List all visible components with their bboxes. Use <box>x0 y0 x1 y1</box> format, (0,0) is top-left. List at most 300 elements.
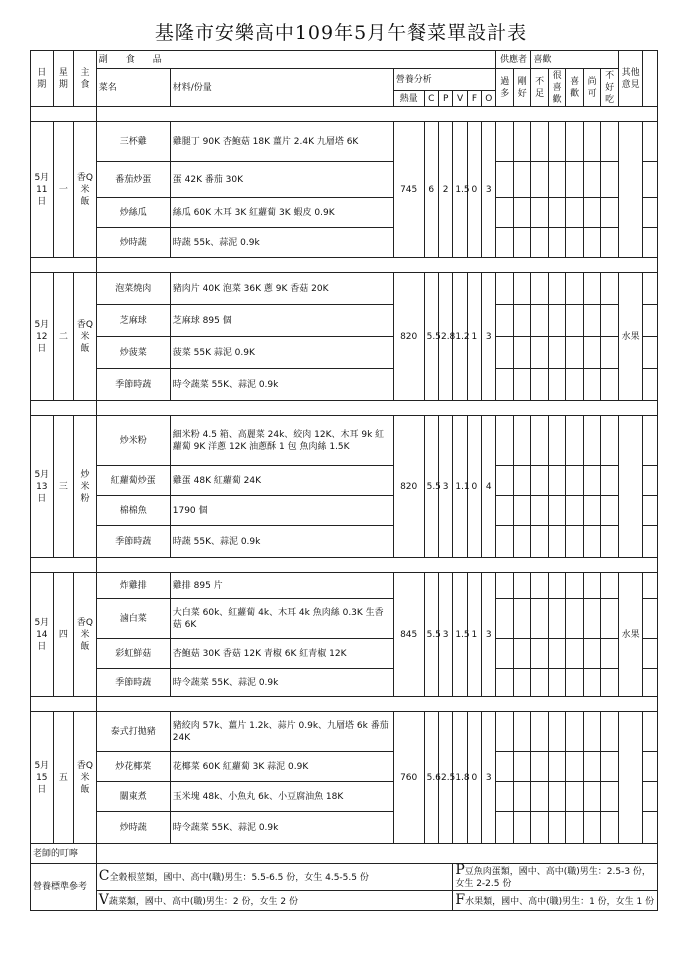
dish-name: 炒時蔬 <box>96 228 170 258</box>
rating-cell <box>531 369 548 401</box>
rating-cell <box>496 273 513 305</box>
rating-cell <box>566 782 583 812</box>
rating-cell <box>531 228 548 258</box>
rating-cell <box>583 712 600 752</box>
day-fruit <box>618 416 643 558</box>
header-rating-3: 不足 <box>531 69 548 107</box>
rating-cell <box>583 496 600 526</box>
header-rating-6: 尚可 <box>583 69 600 107</box>
day-staple: 炒米粉 <box>74 416 97 558</box>
rating-cell <box>566 812 583 844</box>
nutrition-c: 5.6 <box>424 712 438 844</box>
rating-cell <box>531 669 548 697</box>
rating-cell <box>566 273 583 305</box>
rating-cell <box>513 752 530 782</box>
header-ingredients: 材料/份量 <box>170 69 393 107</box>
day-gap-row <box>31 401 658 416</box>
header-dish-name: 菜名 <box>96 69 170 107</box>
standard-v: V蔬菜類，國中、高中(職)男生：2 份，女生 2 份 <box>96 891 453 911</box>
day-staple: 香Q米飯 <box>74 573 97 697</box>
header-row-1 <box>31 51 658 69</box>
nutrition-o: 4 <box>482 416 496 558</box>
margin-cell <box>643 228 658 258</box>
rating-cell <box>601 162 619 198</box>
rating-cell <box>566 466 583 496</box>
rating-cell <box>548 496 565 526</box>
rating-cell <box>583 752 600 782</box>
dish-ingredients: 芝麻球 895 個 <box>170 305 393 337</box>
rating-cell <box>583 669 600 697</box>
rating-cell <box>566 337 583 369</box>
dish-name: 炒絲瓜 <box>96 198 170 228</box>
rating-cell <box>583 812 600 844</box>
nutrition-o: 3 <box>482 122 496 258</box>
nutrition-f: 0 <box>467 122 481 258</box>
dish-row <box>31 599 658 639</box>
nutrition-f: 0 <box>467 416 481 558</box>
dish-ingredients: 菠菜 55K 蒜泥 0.9K <box>170 337 393 369</box>
nutrition-f: 1 <box>467 273 481 401</box>
rating-cell <box>601 416 619 466</box>
dish-name: 番茄炒蛋 <box>96 162 170 198</box>
margin-cell <box>643 812 658 844</box>
day-date: 5月12日 <box>31 273 54 401</box>
rating-cell <box>566 305 583 337</box>
nutrition-v: 1.8 <box>453 712 467 844</box>
rating-cell <box>531 273 548 305</box>
margin-cell <box>643 337 658 369</box>
header-side-dishes: 副 食 品 <box>96 51 496 69</box>
rating-cell <box>601 812 619 844</box>
dish-row <box>31 162 658 198</box>
rating-cell <box>583 198 600 228</box>
dish-ingredients: 雞蛋 48K 紅蘿蔔 24K <box>170 466 393 496</box>
header-review: 供應者 <box>496 51 531 69</box>
rating-cell <box>513 337 530 369</box>
rating-cell <box>583 273 600 305</box>
day-staple: 香Q米飯 <box>74 712 97 844</box>
dish-ingredients: 1790 個 <box>170 496 393 526</box>
rating-cell <box>601 122 619 162</box>
nutrition-c: 6 <box>424 122 438 258</box>
rating-cell <box>531 466 548 496</box>
rating-cell <box>513 273 530 305</box>
standard-c: C全穀根莖類，國中、高中(職)男生：5.5-6.5 份，女生 4.5-5.5 份 <box>96 864 453 891</box>
margin-cell <box>643 122 658 162</box>
rating-cell <box>496 573 513 599</box>
rating-cell <box>513 782 530 812</box>
dish-name: 滷白菜 <box>96 599 170 639</box>
rating-cell <box>601 228 619 258</box>
rating-cell <box>496 466 513 496</box>
rating-cell <box>531 752 548 782</box>
dish-row <box>31 639 658 669</box>
rating-cell <box>566 573 583 599</box>
rating-cell <box>583 162 600 198</box>
dish-ingredients: 大白菜 60k、紅蘿蔔 4k、木耳 4k 魚肉絲 0.3K 生香菇 6K <box>170 599 393 639</box>
rating-cell <box>583 122 600 162</box>
rating-cell <box>513 526 530 558</box>
standard-row-2 <box>31 891 658 911</box>
dish-ingredients: 玉米塊 48k、小魚丸 6k、小豆腐油魚 18K <box>170 782 393 812</box>
day-gap-row <box>31 558 658 573</box>
dish-name: 炒米粉 <box>96 416 170 466</box>
dish-name: 炒時蔬 <box>96 812 170 844</box>
rating-cell <box>496 752 513 782</box>
rating-cell <box>513 496 530 526</box>
nutrition-p: 2 <box>438 122 452 258</box>
dish-row <box>31 228 658 258</box>
dish-name: 泰式打拋豬 <box>96 712 170 752</box>
margin-cell <box>643 198 658 228</box>
header-nutri-v: V <box>453 91 467 107</box>
nutrition-o: 3 <box>482 712 496 844</box>
dish-ingredients: 時令蔬菜 55K、蒜泥 0.9k <box>170 369 393 401</box>
rating-cell <box>496 162 513 198</box>
rating-cell <box>548 752 565 782</box>
day-gap-row <box>31 107 658 122</box>
nutrition-p: 2.8 <box>438 273 452 401</box>
rating-cell <box>531 416 548 466</box>
header-calories: 熱量 <box>393 91 424 107</box>
dish-ingredients: 雞排 895 片 <box>170 573 393 599</box>
nutrition-v: 1.2 <box>453 273 467 401</box>
rating-cell <box>531 526 548 558</box>
rating-cell <box>566 712 583 752</box>
dish-ingredients: 杏鮑菇 30K 香菇 12K 青椒 6K 紅青椒 12K <box>170 639 393 669</box>
rating-cell <box>496 639 513 669</box>
rating-cell <box>496 812 513 844</box>
rating-cell <box>548 228 565 258</box>
rating-cell <box>513 669 530 697</box>
rating-cell <box>531 122 548 162</box>
rating-cell <box>496 337 513 369</box>
rating-cell <box>531 198 548 228</box>
rating-cell <box>531 496 548 526</box>
rating-cell <box>601 712 619 752</box>
rating-cell <box>496 782 513 812</box>
rating-cell <box>601 599 619 639</box>
rating-cell <box>548 273 565 305</box>
rating-cell <box>583 337 600 369</box>
nutrition-v: 1.1 <box>453 416 467 558</box>
rating-cell <box>601 273 619 305</box>
margin-cell <box>643 162 658 198</box>
rating-cell <box>601 496 619 526</box>
header-weekday: 星期 <box>53 51 74 107</box>
rating-cell <box>583 228 600 258</box>
rating-cell <box>601 752 619 782</box>
day-date: 5月14日 <box>31 573 54 697</box>
nutrition-c: 5.5 <box>424 416 438 558</box>
dish-ingredients: 絲瓜 60K 木耳 3K 紅蘿蔔 3K 蝦皮 0.9K <box>170 198 393 228</box>
rating-cell <box>566 369 583 401</box>
rating-cell <box>496 712 513 752</box>
rating-cell <box>601 369 619 401</box>
header-rating-1: 過多 <box>496 69 513 107</box>
dish-ingredients: 細米粉 4.5 箱、高麗菜 24k、絞肉 12K、木耳 9k 紅蘿蔔 9K 洋蔥 12K 油蔥酥 1 包 魚肉絲 1.5K <box>170 416 393 466</box>
rating-cell <box>566 122 583 162</box>
rating-cell <box>583 782 600 812</box>
dish-row <box>31 416 658 466</box>
rating-cell <box>513 369 530 401</box>
dish-name: 紅蘿蔔炒蛋 <box>96 466 170 496</box>
rating-cell <box>513 466 530 496</box>
standard-label: 營養標準參考 <box>31 864 97 911</box>
rating-cell <box>566 198 583 228</box>
header-row-2 <box>31 69 658 91</box>
standard-f: F水果類，國中、高中(職)男生：1 份，女生 1 份 <box>453 891 658 911</box>
dish-name: 棉棉魚 <box>96 496 170 526</box>
dish-row <box>31 122 658 162</box>
margin-cell <box>643 752 658 782</box>
header-nutri-c: C <box>424 91 438 107</box>
rating-cell <box>496 669 513 697</box>
nutrition-calories: 820 <box>393 416 424 558</box>
nutrition-f: 0 <box>467 712 481 844</box>
day-gap-row <box>31 258 658 273</box>
dish-ingredients: 雞腿丁 90K 杏鮑菇 18K 薑片 2.4K 九層塔 6K <box>170 122 393 162</box>
dish-row <box>31 752 658 782</box>
dish-ingredients: 時蔬 55k、蒜泥 0.9k <box>170 228 393 258</box>
standard-row-1 <box>31 864 658 891</box>
rating-cell <box>601 305 619 337</box>
rating-cell <box>583 369 600 401</box>
rating-cell <box>548 162 565 198</box>
rating-cell <box>513 162 530 198</box>
day-staple: 香Q米飯 <box>74 122 97 258</box>
day-date: 5月15日 <box>31 712 54 844</box>
dish-row <box>31 273 658 305</box>
rating-cell <box>496 496 513 526</box>
day-fruit <box>618 122 643 258</box>
dish-row <box>31 669 658 697</box>
rating-cell <box>583 416 600 466</box>
dish-ingredients: 豬肉片 40K 泡菜 36K 蔥 9K 香菇 20K <box>170 273 393 305</box>
rating-cell <box>513 639 530 669</box>
teacher-note-value <box>96 844 657 864</box>
margin-cell <box>643 305 658 337</box>
rating-cell <box>601 639 619 669</box>
rating-cell <box>548 122 565 162</box>
rating-cell <box>531 162 548 198</box>
day-staple: 香Q米飯 <box>74 273 97 401</box>
day-date: 5月13日 <box>31 416 54 558</box>
nutrition-p: 3 <box>438 416 452 558</box>
header-date: 日期 <box>31 51 54 107</box>
rating-cell <box>496 198 513 228</box>
header-nutri-o: O <box>482 91 496 107</box>
rating-cell <box>496 416 513 466</box>
header-rating-8: 其他意見 <box>618 51 643 107</box>
nutrition-v: 1.5 <box>453 122 467 258</box>
rating-cell <box>531 639 548 669</box>
nutrition-v: 1.5 <box>453 573 467 697</box>
rating-cell <box>548 337 565 369</box>
rating-cell <box>566 669 583 697</box>
dish-row <box>31 712 658 752</box>
rating-cell <box>583 639 600 669</box>
dish-ingredients: 豬絞肉 57k、薑片 1.2k、蒜片 0.9k、九層塔 6k 番茄 24K <box>170 712 393 752</box>
rating-cell <box>496 599 513 639</box>
margin-cell <box>643 466 658 496</box>
rating-cell <box>513 712 530 752</box>
nutrition-calories: 845 <box>393 573 424 697</box>
rating-cell <box>513 416 530 466</box>
rating-cell <box>496 228 513 258</box>
dish-row <box>31 496 658 526</box>
dish-name: 彩虹鮮菇 <box>96 639 170 669</box>
day-weekday: 一 <box>53 122 74 258</box>
rating-cell <box>496 305 513 337</box>
day-weekday: 二 <box>53 273 74 401</box>
rating-cell <box>531 573 548 599</box>
header-nutri-f: F <box>467 91 481 107</box>
nutrition-c: 5.5 <box>424 573 438 697</box>
rating-cell <box>548 712 565 752</box>
header-rating-4: 很喜歡 <box>548 69 565 107</box>
rating-cell <box>513 573 530 599</box>
dish-row <box>31 573 658 599</box>
rating-cell <box>583 305 600 337</box>
rating-cell <box>566 416 583 466</box>
rating-cell <box>583 599 600 639</box>
menu-table <box>30 50 658 911</box>
rating-cell <box>566 639 583 669</box>
rating-cell <box>566 752 583 782</box>
rating-cell <box>513 228 530 258</box>
dish-row <box>31 812 658 844</box>
nutrition-c: 5.5 <box>424 273 438 401</box>
nutrition-calories: 820 <box>393 273 424 401</box>
margin-cell <box>643 416 658 466</box>
rating-cell <box>513 812 530 844</box>
day-date: 5月11日 <box>31 122 54 258</box>
dish-name: 季節時蔬 <box>96 526 170 558</box>
margin-cell <box>643 369 658 401</box>
dish-ingredients: 時蔬 55K、蒜泥 0.9k <box>170 526 393 558</box>
margin-cell <box>643 599 658 639</box>
dish-row <box>31 782 658 812</box>
rating-cell <box>513 122 530 162</box>
rating-cell <box>531 599 548 639</box>
rating-cell <box>583 466 600 496</box>
rating-cell <box>548 416 565 466</box>
day-weekday: 四 <box>53 573 74 697</box>
rating-cell <box>513 305 530 337</box>
rating-cell <box>548 198 565 228</box>
dish-name: 季節時蔬 <box>96 369 170 401</box>
rating-cell <box>496 526 513 558</box>
header-rating-7: 不好吃 <box>601 69 619 107</box>
dish-ingredients: 時令蔬菜 55K、蒜泥 0.9k <box>170 812 393 844</box>
margin-cell <box>643 712 658 752</box>
rating-cell <box>548 639 565 669</box>
teacher-note-label: 老師的叮嚀 <box>31 844 97 864</box>
nutrition-p: 3 <box>438 573 452 697</box>
nutrition-p: 2.5 <box>438 712 452 844</box>
rating-cell <box>548 305 565 337</box>
nutrition-o: 3 <box>482 273 496 401</box>
rating-cell <box>513 599 530 639</box>
dish-name: 芝麻球 <box>96 305 170 337</box>
dish-row <box>31 369 658 401</box>
margin-cell <box>643 573 658 599</box>
rating-cell <box>548 526 565 558</box>
rating-cell <box>531 712 548 752</box>
header-rating-5: 喜歡 <box>566 69 583 107</box>
header-rating-2: 剛好 <box>513 69 530 107</box>
dish-ingredients: 時令蔬菜 55K、蒜泥 0.9k <box>170 669 393 697</box>
margin-cell <box>643 526 658 558</box>
dish-row <box>31 337 658 369</box>
rating-cell <box>513 198 530 228</box>
dish-ingredients: 蛋 42K 番茄 30K <box>170 162 393 198</box>
rating-cell <box>566 228 583 258</box>
rating-cell <box>566 599 583 639</box>
header-taste: 喜歡 <box>531 51 618 69</box>
rating-cell <box>531 812 548 844</box>
nutrition-calories: 745 <box>393 122 424 258</box>
margin-cell <box>643 782 658 812</box>
dish-row <box>31 526 658 558</box>
rating-cell <box>601 466 619 496</box>
rating-cell <box>601 573 619 599</box>
header-staple: 主食 <box>74 51 97 107</box>
page-title: 基隆市安樂高中109年5月午餐菜單設計表 <box>154 22 528 44</box>
nutrition-f: 1 <box>467 573 481 697</box>
margin-cell <box>643 669 658 697</box>
dish-row <box>31 305 658 337</box>
dish-name: 泡菜燒肉 <box>96 273 170 305</box>
margin-cell <box>643 273 658 305</box>
rating-cell <box>583 526 600 558</box>
rating-cell <box>548 812 565 844</box>
day-fruit: 水果 <box>618 273 643 401</box>
rating-cell <box>601 782 619 812</box>
rating-cell <box>566 526 583 558</box>
rating-cell <box>566 162 583 198</box>
rating-cell <box>496 369 513 401</box>
rating-cell <box>583 573 600 599</box>
nutrition-o: 3 <box>482 573 496 697</box>
margin-cell <box>643 496 658 526</box>
dish-name: 炒花椰菜 <box>96 752 170 782</box>
rating-cell <box>548 466 565 496</box>
dish-name: 關東煮 <box>96 782 170 812</box>
standard-p: P豆魚肉蛋類，國中、高中(職)男生：2.5-3 份，女生 2-2.5 份 <box>453 864 658 891</box>
rating-cell <box>548 669 565 697</box>
day-weekday: 三 <box>53 416 74 558</box>
margin-cell <box>643 639 658 669</box>
day-fruit <box>618 712 643 844</box>
rating-cell <box>496 122 513 162</box>
rating-cell <box>601 337 619 369</box>
header-nutrition: 營養分析 <box>393 69 496 91</box>
dish-ingredients: 花椰菜 60K 紅蘿蔔 3K 蒜泥 0.9K <box>170 752 393 782</box>
rating-cell <box>548 369 565 401</box>
nutrition-calories: 760 <box>393 712 424 844</box>
rating-cell <box>601 669 619 697</box>
dish-name: 三杯雞 <box>96 122 170 162</box>
header-nutri-p: P <box>438 91 452 107</box>
rating-cell <box>531 305 548 337</box>
rating-cell <box>548 782 565 812</box>
dish-row <box>31 466 658 496</box>
rating-cell <box>548 573 565 599</box>
rating-cell <box>601 526 619 558</box>
rating-cell <box>531 337 548 369</box>
